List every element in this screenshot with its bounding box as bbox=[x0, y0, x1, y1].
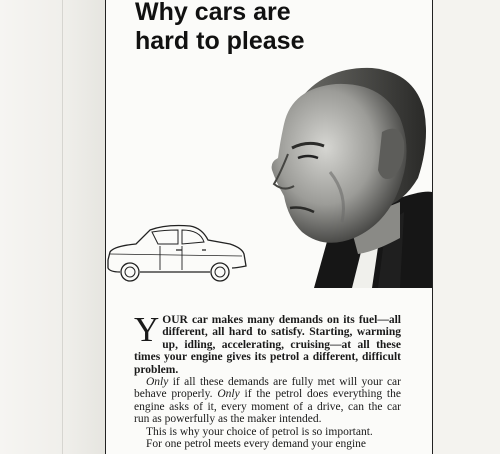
paragraph-2-text-b: if the petrol does everything the engine asks of it, every moment of a drive, can the car run as powerfully as the maker intended. bbox=[134, 388, 401, 426]
drop-cap: Y bbox=[134, 310, 160, 349]
paragraph-2 bbox=[134, 376, 401, 426]
right-page-margin bbox=[433, 0, 500, 454]
paragraph-4: For one petrol meets every demand your engine bbox=[146, 438, 367, 451]
car-sketch bbox=[106, 220, 254, 290]
paragraph-3: This is why your choice of petrol is so important. bbox=[146, 425, 373, 438]
left-page-margin bbox=[0, 0, 105, 454]
advertisement-page bbox=[105, 0, 433, 454]
headline-line-1: Why cars are bbox=[135, 0, 291, 26]
body-copy bbox=[134, 310, 401, 451]
emphasis-only-2: Only bbox=[217, 388, 240, 401]
emphasis-only-1: Only bbox=[146, 376, 169, 389]
lead-text: OUR car makes many demands on its fuel—all different, all hard to satisfy. Starting, warming up, idling, accelerating, cruising—at all these times your engine gives its petrol a different, difficult problem. bbox=[134, 314, 401, 376]
page-fold-line bbox=[62, 0, 63, 454]
paragraph-2-text-a: if all these demands are fully met will your car behave properly. bbox=[134, 376, 401, 401]
headline bbox=[135, 0, 395, 56]
man-portrait-photo bbox=[254, 62, 432, 288]
headline-line-2: hard to please bbox=[135, 27, 305, 55]
lead-paragraph bbox=[134, 310, 401, 376]
